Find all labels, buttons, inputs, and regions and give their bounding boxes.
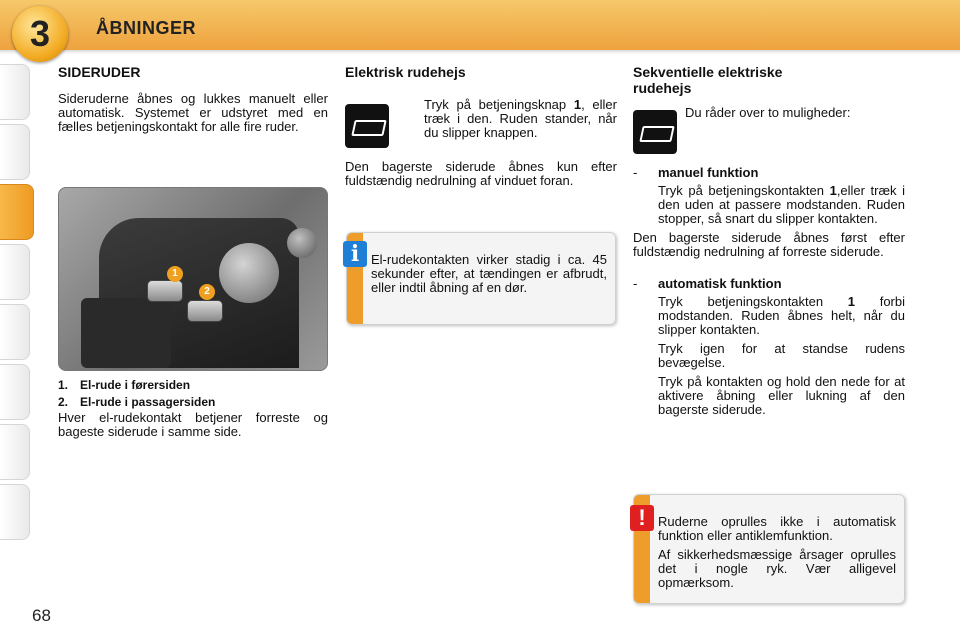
bullet-text-bold: 1 <box>847 294 856 309</box>
chapter-tab-5[interactable] <box>0 304 30 360</box>
photo-legend <box>58 377 328 439</box>
column-elektrisk-rudehejs <box>345 60 617 188</box>
bullet-text-bold: 1 <box>829 183 837 198</box>
section-heading-sekventielle: Sekventielle elektriske rudehejs <box>633 64 783 96</box>
legend-note: Hver el-rudekontakt betjener forreste og bageste siderude i samme side. <box>58 410 328 439</box>
auto-bullet-1-text <box>658 295 905 337</box>
bullet-mark <box>633 184 658 226</box>
bullet-mark <box>633 342 658 370</box>
section-heading-elektrisk: Elektrisk rudehejs <box>345 64 466 80</box>
legend-item <box>58 394 328 410</box>
info-box <box>346 232 616 325</box>
sekventielle-intro: Du råder over to muligheder: <box>685 105 851 120</box>
legend-item <box>58 377 328 393</box>
elektrisk-para: Den bagerste siderude åbnes kun efter fuldstændig nedrulning af vinduet foran. <box>345 159 617 188</box>
dash-mark: - <box>633 276 638 291</box>
chapter-tab-1[interactable] <box>0 64 30 120</box>
chapter-tabs <box>0 64 34 544</box>
auto-label-text: automatisk funktion <box>658 276 782 291</box>
chapter-tab-6[interactable] <box>0 364 30 420</box>
manual-para: Den bagerste siderude åbnes først efter fuldstændig nedrulning af forreste siderude. <box>633 230 905 259</box>
window-switch-icon <box>633 110 677 154</box>
manual-bullet-text <box>658 184 905 226</box>
chapter-tab-8[interactable] <box>0 484 30 540</box>
bullet-text-pre: Tryk på betjeningskontakten <box>658 183 830 198</box>
info-icon: i <box>343 241 367 267</box>
mirror-selector-knob <box>287 228 317 258</box>
bullet-text-pre: Tryk på betjeningsknap <box>424 97 574 112</box>
warning-icon: ! <box>630 505 654 531</box>
window-switch-icon <box>345 104 389 148</box>
column-sekventielle <box>633 60 905 417</box>
manual-label-text: manuel funktion <box>658 165 759 180</box>
elektrisk-bullet-text <box>424 98 617 148</box>
photo-label-2: 2 <box>199 284 215 300</box>
bullet-mark <box>399 98 424 148</box>
auto-mode-label <box>633 277 905 291</box>
section-heading-sideruder: SIDERUDER <box>58 64 141 80</box>
auto-bullet-1 <box>633 295 905 337</box>
column-sideruder <box>58 60 328 134</box>
warning-text-2: Af sikkerhedsmæssige årsager oprulles det i nogle ryk. Vær alligevel opmærksom. <box>658 547 896 590</box>
manual-mode-label <box>633 166 905 180</box>
auto-bullet-2-text: Tryk igen for at standse rudens bevægelse. <box>658 341 905 370</box>
elektrisk-instruction <box>345 98 617 148</box>
door-window-area <box>81 298 171 368</box>
bullet-text-post: , eller træk i den. Ruden stander, når du slipper knappen. <box>424 97 617 140</box>
chapter-tab-4[interactable] <box>0 244 30 300</box>
chapter-tab-2[interactable] <box>0 124 30 180</box>
header-shadow <box>0 50 960 54</box>
chapter-tab-7[interactable] <box>0 424 30 480</box>
warning-body <box>658 515 896 590</box>
bullet-text-post: forbi modstanden. Ruden åbnes helt, når du slipper kontakten. <box>658 294 905 337</box>
bullet-mark <box>633 375 658 417</box>
bullet-text-pre: Tryk betjeningskontakten <box>658 294 848 309</box>
legend-num: 1. <box>58 378 69 392</box>
page-number: 68 <box>32 606 51 625</box>
legend-text: El-rude i førersiden <box>80 378 191 392</box>
auto-bullet-3-text: Tryk på kontakten og hold den nede for at aktivere åbning eller lukning af den bagerste siderude. <box>658 374 905 417</box>
manual-bullet <box>633 184 905 226</box>
warning-text-1: Ruderne oprulles ikke i automatisk funktion eller antiklemfunktion. <box>658 514 896 543</box>
bullet-text-bold: 1 <box>573 97 582 112</box>
auto-bullet-2 <box>633 342 905 370</box>
dash-mark: - <box>633 165 638 180</box>
sideruder-intro: Sideruderne åbnes og lukkes manuelt eller automatisk. Systemet er udstyret med en fælles betjeningskontakt for alle fire ruder. <box>58 91 328 134</box>
legend-text: El-rude i passagersiden <box>80 395 216 409</box>
mirror-control-knob <box>219 243 279 303</box>
driver-window-switch <box>147 280 183 302</box>
bullet-mark <box>633 295 658 337</box>
chapter-tab-3-active[interactable] <box>0 184 34 240</box>
bullet-text-post: ,eller træk i den uden at passere modstanden. Ruden stopper, så snart du slipper kontakten. <box>658 183 905 226</box>
chapter-number-badge: 3 <box>12 6 68 62</box>
legend-num: 2. <box>58 395 69 409</box>
info-text: El-rudekontakten virker stadig i ca. 45 sekunder efter, at tændingen er afbrudt, eller indtil åbning af en dør. <box>371 252 607 295</box>
passenger-window-switch <box>187 300 223 322</box>
photo-label-1: 1 <box>167 266 183 282</box>
sekventielle-intro-row <box>633 100 905 154</box>
elektrisk-bullet <box>399 98 617 148</box>
warning-box <box>633 494 905 604</box>
page-title: ÅBNINGER <box>96 18 197 38</box>
auto-bullet-3 <box>633 375 905 417</box>
window-switch-photo <box>58 187 328 371</box>
